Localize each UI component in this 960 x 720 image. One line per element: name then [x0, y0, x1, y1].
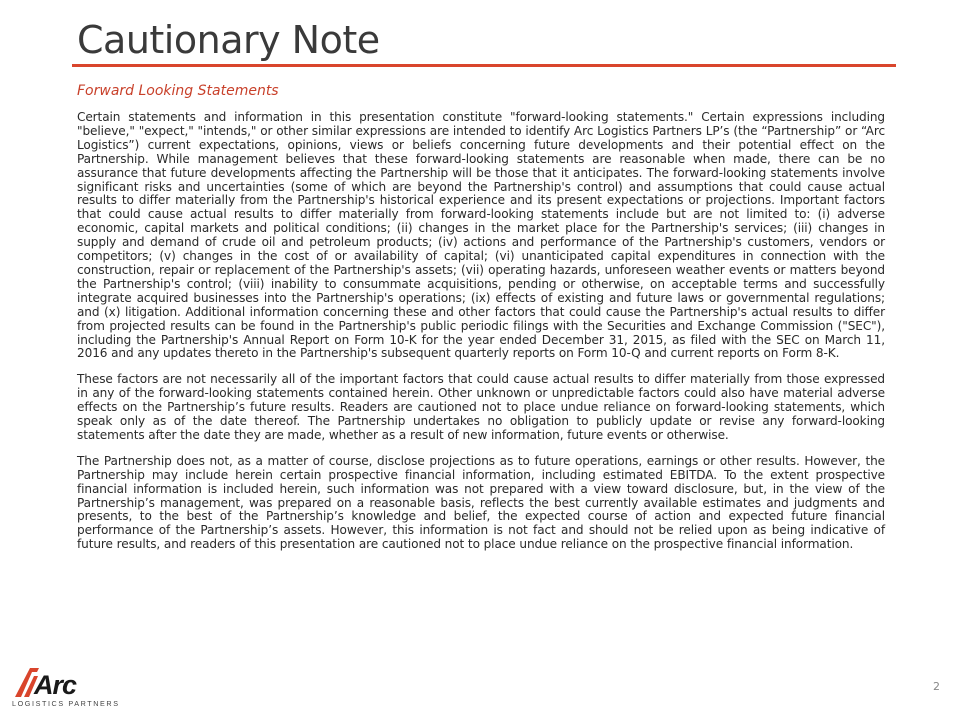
title-divider — [72, 64, 896, 67]
paragraph-other-factors: These factors are not necessarily all of the important factors that could cause actual results to differ materially from those expressed in any of the forward-looking statements contained herein. Other unknown or unpredictable factors could also have material adverse effects on the Partnership’s future results. Readers are cautioned not to place undue reliance on forward-looking statements, which speak only as of the date thereof. The Partnership undertakes no obligation to publicly update or revise any forward-looking statements after the date they are made, whether as a result of new information, future events or otherwise. — [77, 372, 885, 442]
section-subtitle: Forward Looking Statements — [77, 83, 279, 99]
slide-content — [77, 81, 885, 564]
page-number: 2 — [933, 680, 940, 693]
paragraph-forward-looking: Certain statements and information in this presentation constitute "forward-looking statements." Certain expressions including "believe," "expect," "intends," or other similar expressions are intended to identify Arc Logistics Partners LP’s (the “Partnership” or “Arc Logistics”) current expectations, opinions, views or beliefs concerning future developments and their potential effect on the Partnership. While management believes that these forward-looking statements are reasonable when made, there can be no assurance that future developments affecting the Partnership will be those that it anticipates. The forward-looking statements involve significant risks and uncertainties (some of which are beyond the Partnership's control) and assumptions that could cause actual results to differ materially from the Partnership's historical experience and its present expectations or projections. Important factors that could cause actual results to differ materially from forward-looking statements include but are not limited to: (i) adverse economic, capital markets and political conditions; (ii) changes in the market place for the Partnership's services; (iii) changes in supply and demand of crude oil and petroleum products; (iv) actions and performance of the Partnership's customers, vendors or competitors; (v) changes in the cost of or availability of capital; (vi) unanticipated capital expenditures in connection with the construction, repair or replacement of the Partnership's assets; (vii) operating hazards, unforeseen weather events or matters beyond the Partnership's control; (viii) inability to consummate acquisitions, pending or otherwise, on acceptable terms and successfully integrate acquired businesses into the Partnership's operations; (ix) effects of existing and future laws or governmental regulations; and (x) litigation. Additional information concerning these and other factors that could cause the Partnership's actual results to differ from projected results can be found in the Partnership's public periodic filings with the Securities and Exchange Commission ("SEC"), including the Partnership's Annual Report on Form 10-K for the year ended December 31, 2015, as filed with the SEC on March 11, 2016 and any updates thereto in the Partnership's subsequent quarterly reports on Form 10-Q and current reports on Form 8-K. — [77, 110, 885, 361]
paragraph-projections: The Partnership does not, as a matter of course, disclose projections as to future operations, earnings or other results. However, the Partnership may include herein certain prospective financial information, including estimated EBITDA. To the extent prospective financial information is included herein, such information was not prepared with a view toward disclosure, but, in the view of the Partnership’s management, was prepared on a reasonable basis, reflects the best currently available estimates and judgments and presents, to the best of the Partnership’s knowledge and belief, the expected course of action and expected future financial performance of the Partnership’s assets. However, this information is not fact and should not be relied upon as being indicative of future results, and readers of this presentation are cautioned not to place undue reliance on the prospective financial information. — [77, 453, 885, 552]
company-logo — [12, 664, 120, 710]
slide-title: Cautionary Note — [77, 18, 380, 62]
logo-tagline: LOGISTICS PARTNERS — [12, 699, 120, 708]
logo-wordmark: Arc — [34, 670, 77, 700]
